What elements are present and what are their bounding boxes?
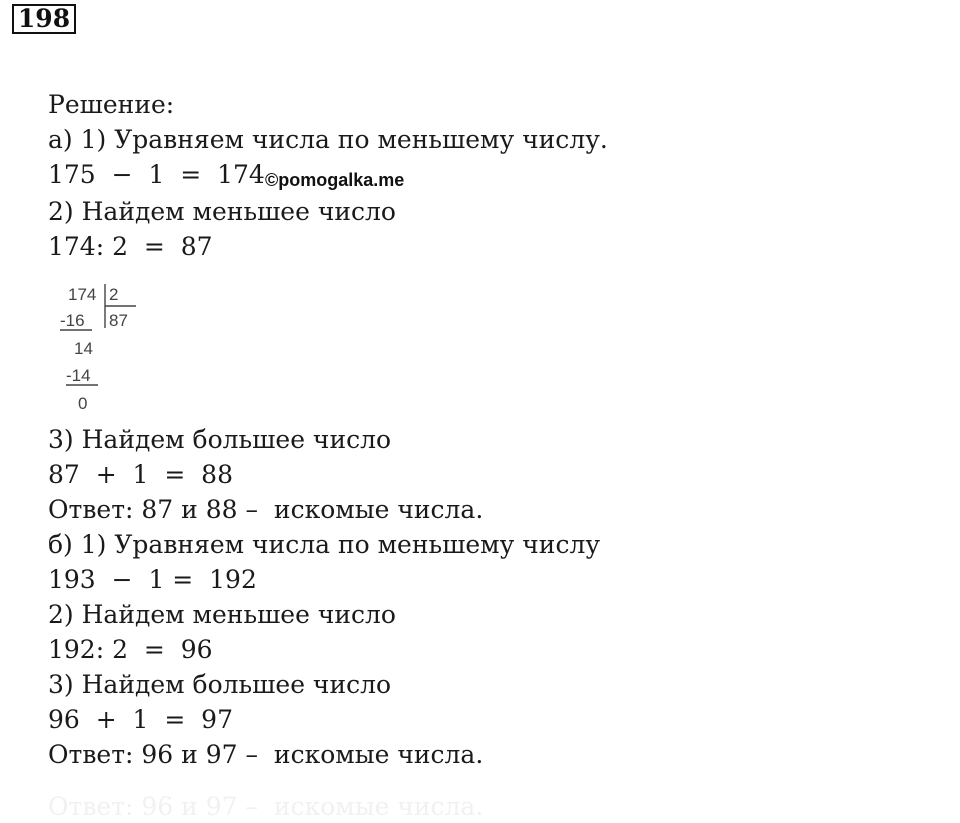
faded-cut-off-line — [48, 792, 488, 821]
division-remainder-1: 14 — [74, 339, 93, 358]
part-b-step-1-title: б) 1) Уравняем числа по меньшему числу — [48, 530, 601, 559]
part-b-equation-1: 193 − 1 = 192 — [48, 565, 257, 594]
part-b-equation-2: 192: 2 = 96 — [48, 635, 213, 664]
part-b-equation-3: 96 + 1 = 97 — [48, 705, 233, 734]
part-a-step-2-title: 2) Найдем меньшее число — [48, 197, 396, 226]
part-a-equation-1: 175 − 1 = 174 — [48, 160, 265, 189]
problem-number: 198 — [12, 4, 76, 34]
division-quotient: 87 — [109, 311, 128, 330]
division-dividend: 174 — [68, 285, 97, 304]
part-a-equation-2: 174: 2 = 87 — [48, 232, 213, 261]
watermark: ©pomogalka.me — [265, 170, 405, 190]
part-b-answer: Ответ: 96 и 97 – искомые числа. — [48, 740, 484, 769]
part-b-step-2-title: 2) Найдем меньшее число — [48, 600, 396, 629]
division-subtract-2: -14 — [66, 366, 91, 385]
division-final-remainder: 0 — [78, 394, 88, 413]
division-subtract-1: -16 — [60, 311, 85, 330]
division-divisor: 2 — [109, 285, 119, 304]
faded-line-text: Ответ: 96 и 97 – искомые числа. — [48, 792, 484, 821]
part-a-step-1-title: а) 1) Уравняем числа по меньшему числу. — [48, 125, 608, 154]
solution-heading: Решение: — [48, 90, 175, 119]
part-b-step-3-title: 3) Найдем большее число — [48, 670, 392, 699]
part-a-answer: Ответ: 87 и 88 – искомые числа. — [48, 495, 484, 524]
long-division — [58, 282, 142, 414]
part-a-equation-3: 87 + 1 = 88 — [48, 460, 233, 489]
part-a-step-3-title: 3) Найдем большее число — [48, 425, 392, 454]
